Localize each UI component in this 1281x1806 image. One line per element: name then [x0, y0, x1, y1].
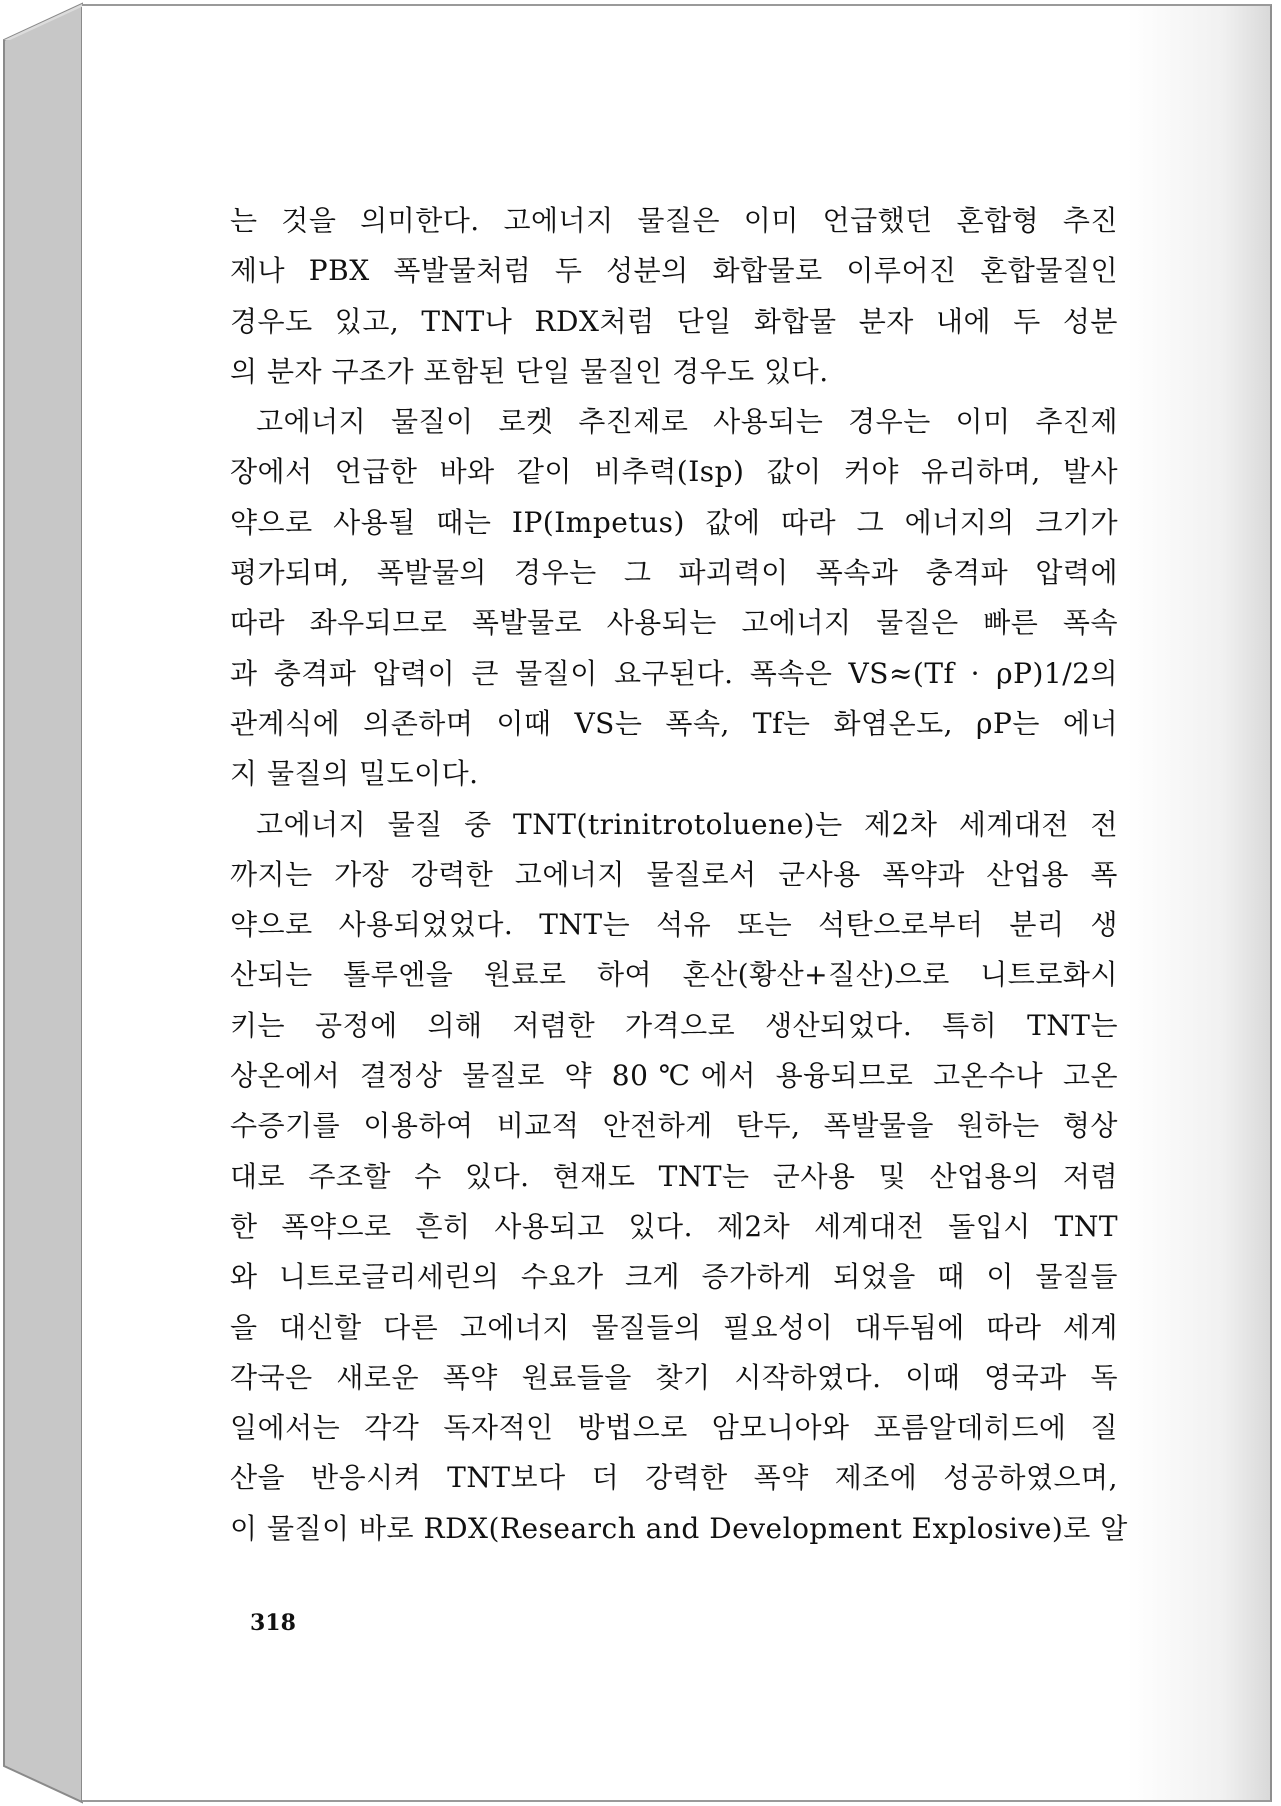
text-line: 고에너지 물질 중 TNT(trinitrotoluene)는 제2차 세계대전 전 — [256, 807, 1118, 841]
text-line: 상온에서 결정상 물질로 약 80℃에서 용융되므로 고온수나 고온 — [230, 1059, 1118, 1093]
text-line: 과 충격파 압력이 큰 물질이 요구된다. 폭속은 VS≈(Tf · ρP)1/2의 — [230, 656, 1118, 690]
text-line: 와 니트로글리세린의 수요가 크게 증가하게 되었을 때 이 물질들 — [230, 1260, 1118, 1294]
text-line: 평가되며, 폭발물의 경우는 그 파괴력이 폭속과 충격파 압력에 — [230, 556, 1118, 590]
text-line: 각국은 새로운 폭약 원료들을 찾기 시작하였다. 이때 영국과 독 — [230, 1360, 1118, 1394]
text-line: 따라 좌우되므로 폭발물로 사용되는 고에너지 물질은 빠른 폭속 — [230, 606, 1118, 640]
text-line: 약으로 사용되었었다. TNT는 석유 또는 석탄으로부터 분리 생 — [230, 908, 1118, 942]
paragraph — [230, 397, 1118, 799]
body-text — [230, 196, 1128, 1554]
text-line: 관계식에 의존하며 이때 VS는 폭속, Tf는 화염온도, ρP는 에너 — [230, 706, 1118, 740]
text-line: 장에서 언급한 바와 같이 비추력(Isp) 값이 커야 유리하며, 발사 — [230, 455, 1118, 489]
paragraph — [230, 196, 1118, 397]
text-line: 수증기를 이용하여 비교적 안전하게 탄두, 폭발물을 원하는 형상 — [230, 1109, 1118, 1143]
text-line: 고에너지 물질이 로켓 추진제로 사용되는 경우는 이미 추진제 — [256, 405, 1118, 439]
text-line: 대로 주조할 수 있다. 현재도 TNT는 군사용 및 산업용의 저렴 — [230, 1159, 1118, 1193]
text-line: 약으로 사용될 때는 IP(Impetus) 값에 따라 그 에너지의 크기가 — [230, 505, 1118, 539]
text-line: 의 분자 구조가 포함된 단일 물질인 경우도 있다. — [230, 354, 829, 388]
paragraph — [230, 800, 1128, 1554]
text-line: 경우도 있고, TNT나 RDX처럼 단일 화합물 분자 내에 두 성분 — [230, 304, 1118, 338]
text-line: 을 대신할 다른 고에너지 물질들의 필요성이 대두됨에 따라 세계 — [230, 1310, 1118, 1344]
text-line: 일에서는 각각 독자적인 방법으로 암모니아와 포름알데히드에 질 — [230, 1411, 1118, 1445]
text-line: 이 물질이 바로 RDX(Research and Development Explosive)로 알 — [230, 1511, 1128, 1545]
text-line: 지 물질의 밀도이다. — [230, 757, 479, 791]
text-line: 는 것을 의미한다. 고에너지 물질은 이미 언급했던 혼합형 추진 — [230, 204, 1118, 237]
page-number: 318 — [250, 1610, 296, 1636]
text-line: 한 폭약으로 흔히 사용되고 있다. 제2차 세계대전 돌입시 TNT — [230, 1209, 1118, 1243]
text-line: 산을 반응시켜 TNT보다 더 강력한 폭약 제조에 성공하였으며, — [230, 1461, 1118, 1495]
text-line: 까지는 가장 강력한 고에너지 물질로서 군사용 폭약과 산업용 폭 — [230, 857, 1118, 891]
text-line: 키는 공정에 의해 저렴한 가격으로 생산되었다. 특히 TNT는 — [230, 1008, 1118, 1042]
text-line: 제나 PBX 폭발물처럼 두 성분의 화합물로 이루어진 혼합물질인 — [230, 254, 1118, 288]
text-line: 산되는 톨루엔을 원료로 하여 혼산(황산+질산)으로 니트로화시 — [230, 958, 1118, 992]
